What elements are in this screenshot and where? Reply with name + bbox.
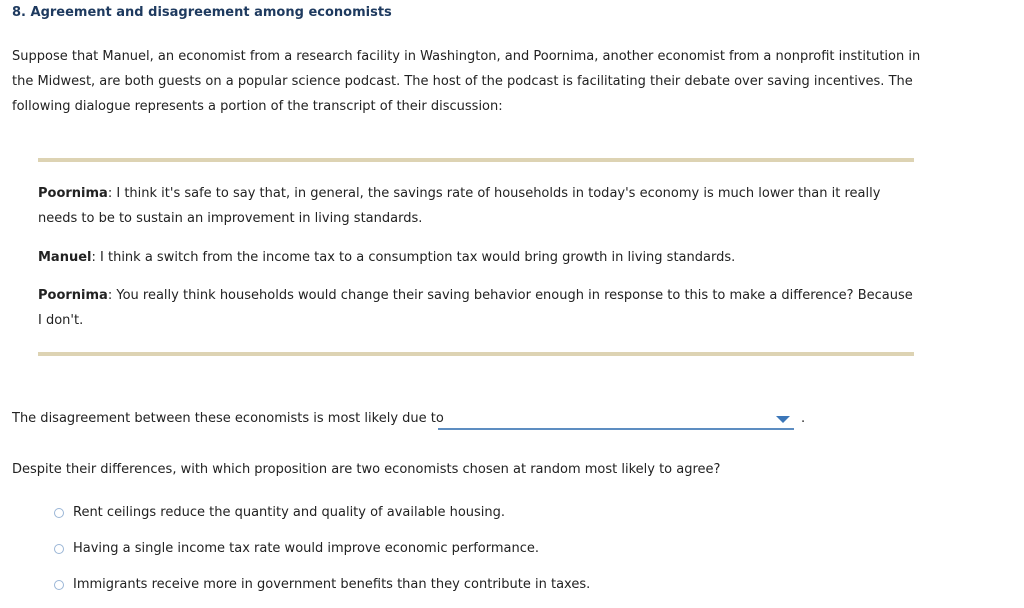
answer-option-2[interactable] <box>54 539 539 559</box>
answer-option-1[interactable] <box>54 503 505 523</box>
dialogue-top-divider <box>38 158 914 162</box>
dialogue-text: I think a switch from the income tax to a consumption tax would bring growth in living standards. <box>100 250 736 265</box>
question-title: 8. Agreement and disagreement among economists <box>12 5 392 20</box>
dialogue-line-3: Poornima: You really think households would change their saving behavior enough in response to this to make a difference? Because I don't. <box>38 288 913 328</box>
chevron-down-icon[interactable] <box>776 416 790 423</box>
dialogue-line-1: Poornima: I think it's safe to say that, in general, the savings rate of households in today's economy is much lower than it really needs to be to sustain an improvement in living standards. <box>38 186 881 226</box>
option-label: Rent ceilings reduce the quantity and quality of available housing. <box>73 505 506 520</box>
radio-button[interactable] <box>54 580 64 590</box>
speaker-name: Poornima <box>38 288 108 303</box>
answer-option-3[interactable] <box>54 575 590 595</box>
question-intro: Suppose that Manuel, an economist from a research facility in Washington, and Poornima, another economist from a nonprofit institution in the Midwest, are both guests on a popular science podcast. The host of the podcast is facilitating their debate over saving incentives. The following dialogue represents a portion of the transcript of their discussion: <box>12 49 921 114</box>
dialogue-line-2: Manuel: I think a switch from the income tax to a consumption tax would bring growth in living standards. <box>38 250 736 265</box>
radio-button[interactable] <box>54 544 64 554</box>
answer-dropdown[interactable] <box>438 408 794 430</box>
part1-prompt: The disagreement between these economists is most likely due to <box>12 411 444 426</box>
speaker-name: Poornima <box>38 186 108 201</box>
speaker-name: Manuel <box>38 250 92 265</box>
part2-prompt: Despite their differences, with which proposition are two economists chosen at random most likely to agree? <box>12 462 721 477</box>
dialogue-text: I think it's safe to say that, in general, the savings rate of households in today's economy is much lower than it really needs to be to sustain an improvement in living standards. <box>38 186 881 226</box>
sentence-period: . <box>801 411 806 426</box>
radio-button[interactable] <box>54 508 64 518</box>
option-label: Having a single income tax rate would improve economic performance. <box>73 541 539 556</box>
dialogue-text: You really think households would change their saving behavior enough in response to this to make a difference? Because I don't. <box>38 288 913 328</box>
dialogue-bottom-divider <box>38 352 914 356</box>
option-label: Immigrants receive more in government benefits than they contribute in taxes. <box>73 577 591 592</box>
